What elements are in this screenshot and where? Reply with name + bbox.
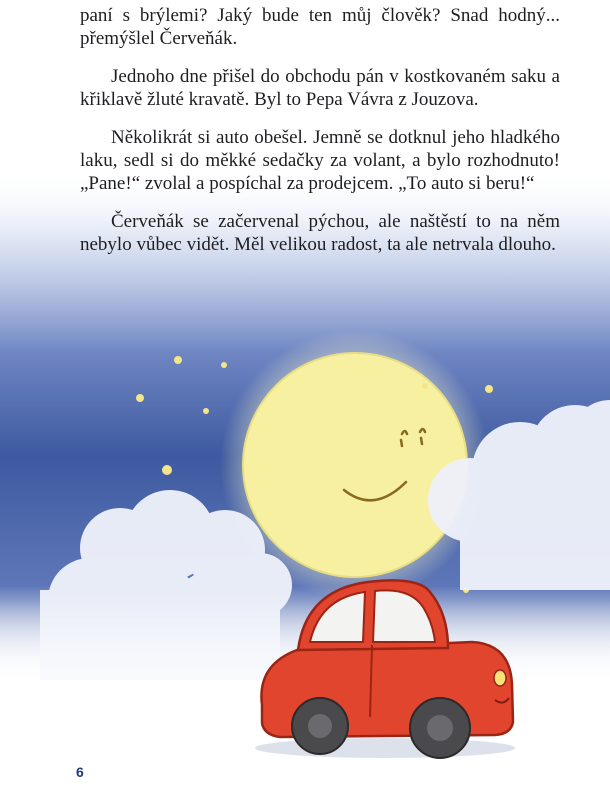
smiling-moon-icon xyxy=(243,353,467,577)
story-paragraph: paní s brýlemi? Jaký bude ten můj člověk? Snad hodný... přemýšlel Červeňák. xyxy=(80,5,560,49)
story-paragraph: Červeňák se začervenal pýchou, ale naštěstí to na něm nebylo vůbec vidět. Měl velikou radost, ta ale netrvala dlouho. xyxy=(80,211,560,255)
story-paragraph: Několikrát si auto obešel. Jemně se dotknul jeho hladkého laku, sedl si do měkké sedačky za volant, a bylo rozhodnuto! „Pane!“ zvolal a pospíchal za prodejcem. „To auto si beru!“ xyxy=(80,127,560,194)
page-number: 6 xyxy=(76,764,84,780)
story-paragraph: Jednoho dne přišel do obchodu pán v kostkovaném saku a křiklavě žluté kravatě. Byl to Pepa Vávra z Jouzova. xyxy=(80,66,560,110)
story-text xyxy=(80,4,560,271)
